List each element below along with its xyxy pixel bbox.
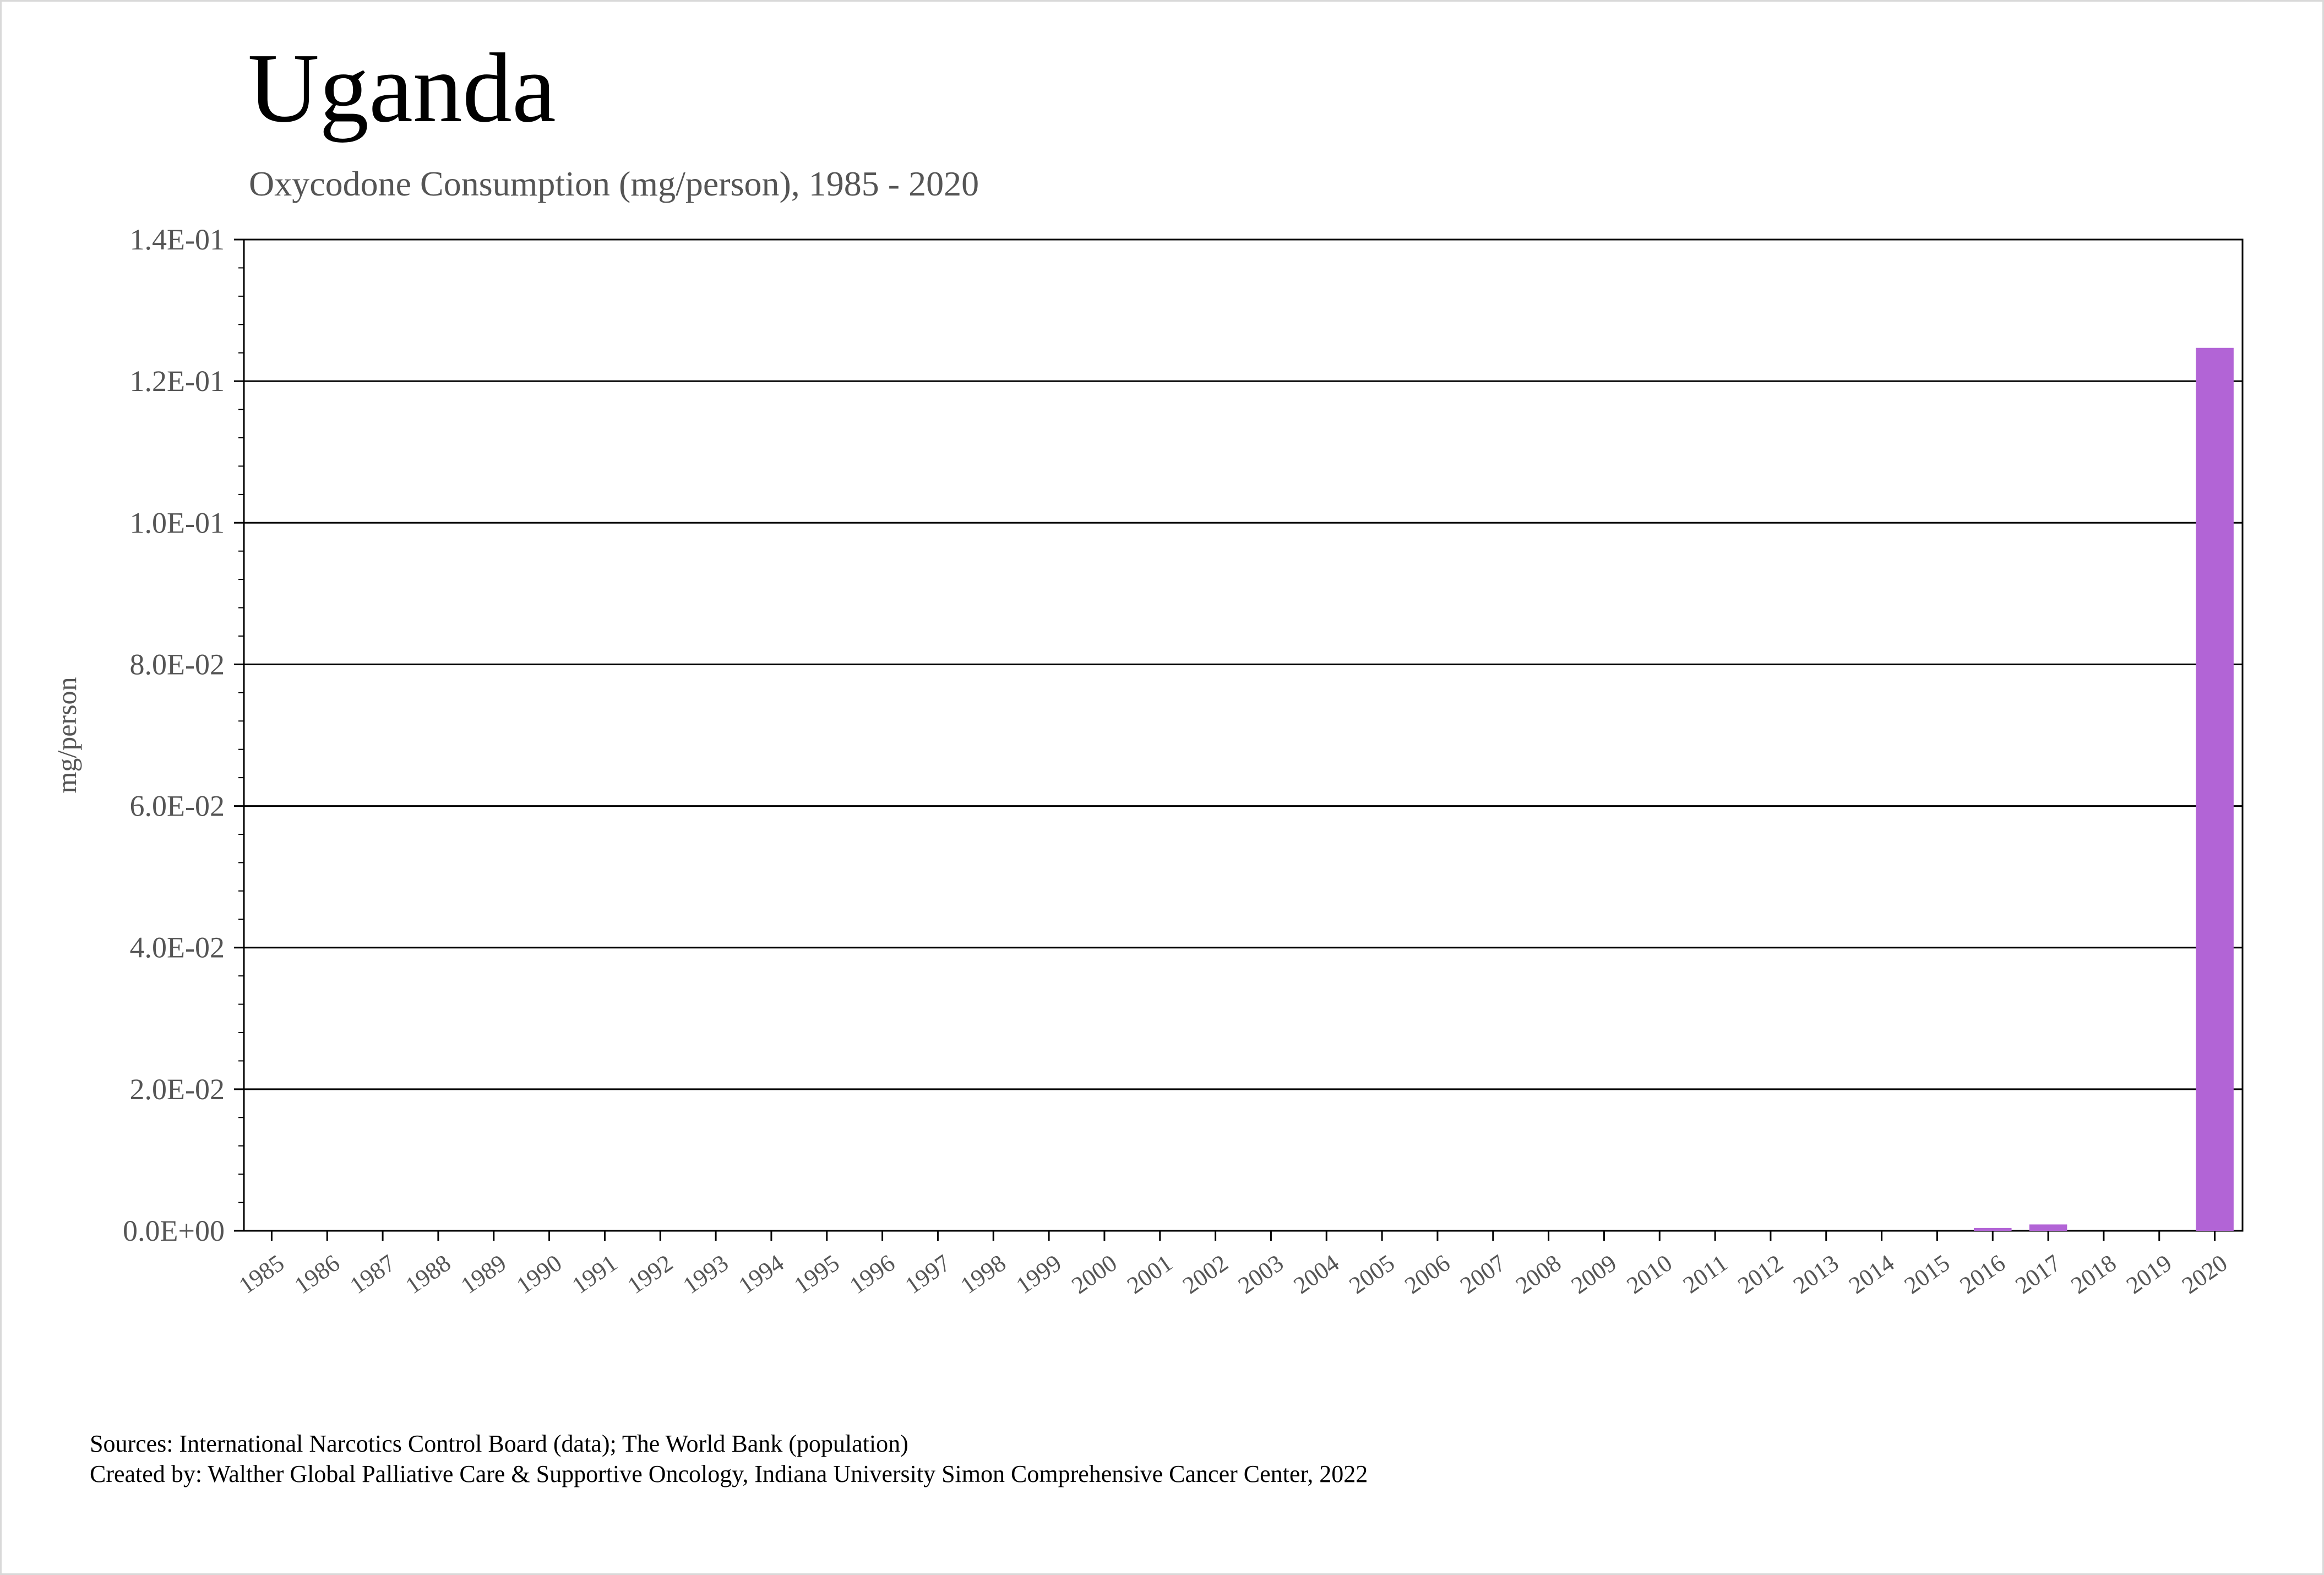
plot-border — [244, 240, 2243, 1231]
x-tick-label: 2002 — [1178, 1249, 1233, 1300]
x-tick-label: 1986 — [289, 1249, 345, 1300]
x-tick-label: 1985 — [233, 1249, 290, 1300]
bar-2020 — [2196, 348, 2234, 1231]
x-tick-label: 2015 — [1899, 1249, 1955, 1300]
x-tick-label: 1988 — [400, 1249, 456, 1300]
y-tick-label: 0.0E+00 — [123, 1214, 225, 1247]
x-tick-label: 2005 — [1344, 1249, 1400, 1300]
x-tick-label: 2009 — [1566, 1249, 1622, 1300]
page-title: Uganda — [248, 33, 556, 143]
x-tick-label: 2000 — [1066, 1249, 1122, 1300]
x-tick-label: 1995 — [789, 1249, 845, 1300]
x-tick-label: 1992 — [622, 1249, 678, 1300]
x-tick-label: 2019 — [2121, 1249, 2177, 1300]
x-tick-label: 2010 — [1621, 1249, 1677, 1300]
y-tick-label: 8.0E-02 — [129, 648, 225, 681]
x-tick-label: 2003 — [1233, 1249, 1289, 1300]
x-tick-label: 2008 — [1511, 1249, 1566, 1300]
x-tick-label: 2017 — [2010, 1249, 2066, 1300]
y-tick-label: 1.4E-01 — [129, 223, 225, 256]
bar-2016 — [1974, 1228, 2012, 1231]
x-tick-label: 1994 — [733, 1249, 789, 1300]
x-tick-label: 1996 — [845, 1249, 900, 1300]
credits-note: Created by: Walther Global Palliative Care & Supportive Oncology, Indiana University Simon Comprehensive Cancer Center, 2022 — [90, 1460, 1368, 1487]
x-tick-label: 1999 — [1011, 1249, 1066, 1300]
x-tick-label: 2006 — [1400, 1249, 1455, 1300]
y-tick-label: 2.0E-02 — [129, 1072, 225, 1106]
x-tick-label: 1993 — [678, 1249, 733, 1300]
x-tick-label: 2001 — [1122, 1249, 1178, 1300]
x-tick-label: 2016 — [1955, 1249, 2010, 1300]
x-tick-label: 2007 — [1455, 1249, 1511, 1300]
y-tick-label: 6.0E-02 — [129, 789, 225, 823]
y-axis-label: mg/person — [51, 677, 82, 794]
x-tick-label: 1989 — [456, 1249, 511, 1300]
y-tick-label: 1.2E-01 — [129, 365, 225, 398]
chart-subtitle: Oxycodone Consumption (mg/person), 1985 - 2020 — [249, 164, 979, 203]
x-tick-label: 2020 — [2177, 1249, 2233, 1300]
x-tick-label: 2011 — [1678, 1249, 1733, 1299]
x-tick-label: 2012 — [1733, 1249, 1788, 1300]
x-tick-label: 2004 — [1288, 1249, 1344, 1300]
x-tick-label: 1990 — [511, 1249, 567, 1300]
x-tick-label: 1991 — [567, 1249, 623, 1300]
x-tick-label: 2014 — [1844, 1249, 1900, 1300]
x-tick-label: 1987 — [345, 1249, 400, 1300]
sources-note: Sources: International Narcotics Control Board (data); The World Bank (population) — [90, 1430, 908, 1457]
x-tick-label: 2018 — [2066, 1249, 2121, 1300]
x-tick-label: 1998 — [955, 1249, 1011, 1300]
x-tick-label: 2013 — [1788, 1249, 1844, 1300]
x-tick-label: 1997 — [900, 1249, 956, 1300]
y-tick-label: 4.0E-02 — [129, 931, 225, 964]
bar-2017 — [2029, 1224, 2067, 1231]
y-tick-label: 1.0E-01 — [129, 506, 225, 540]
